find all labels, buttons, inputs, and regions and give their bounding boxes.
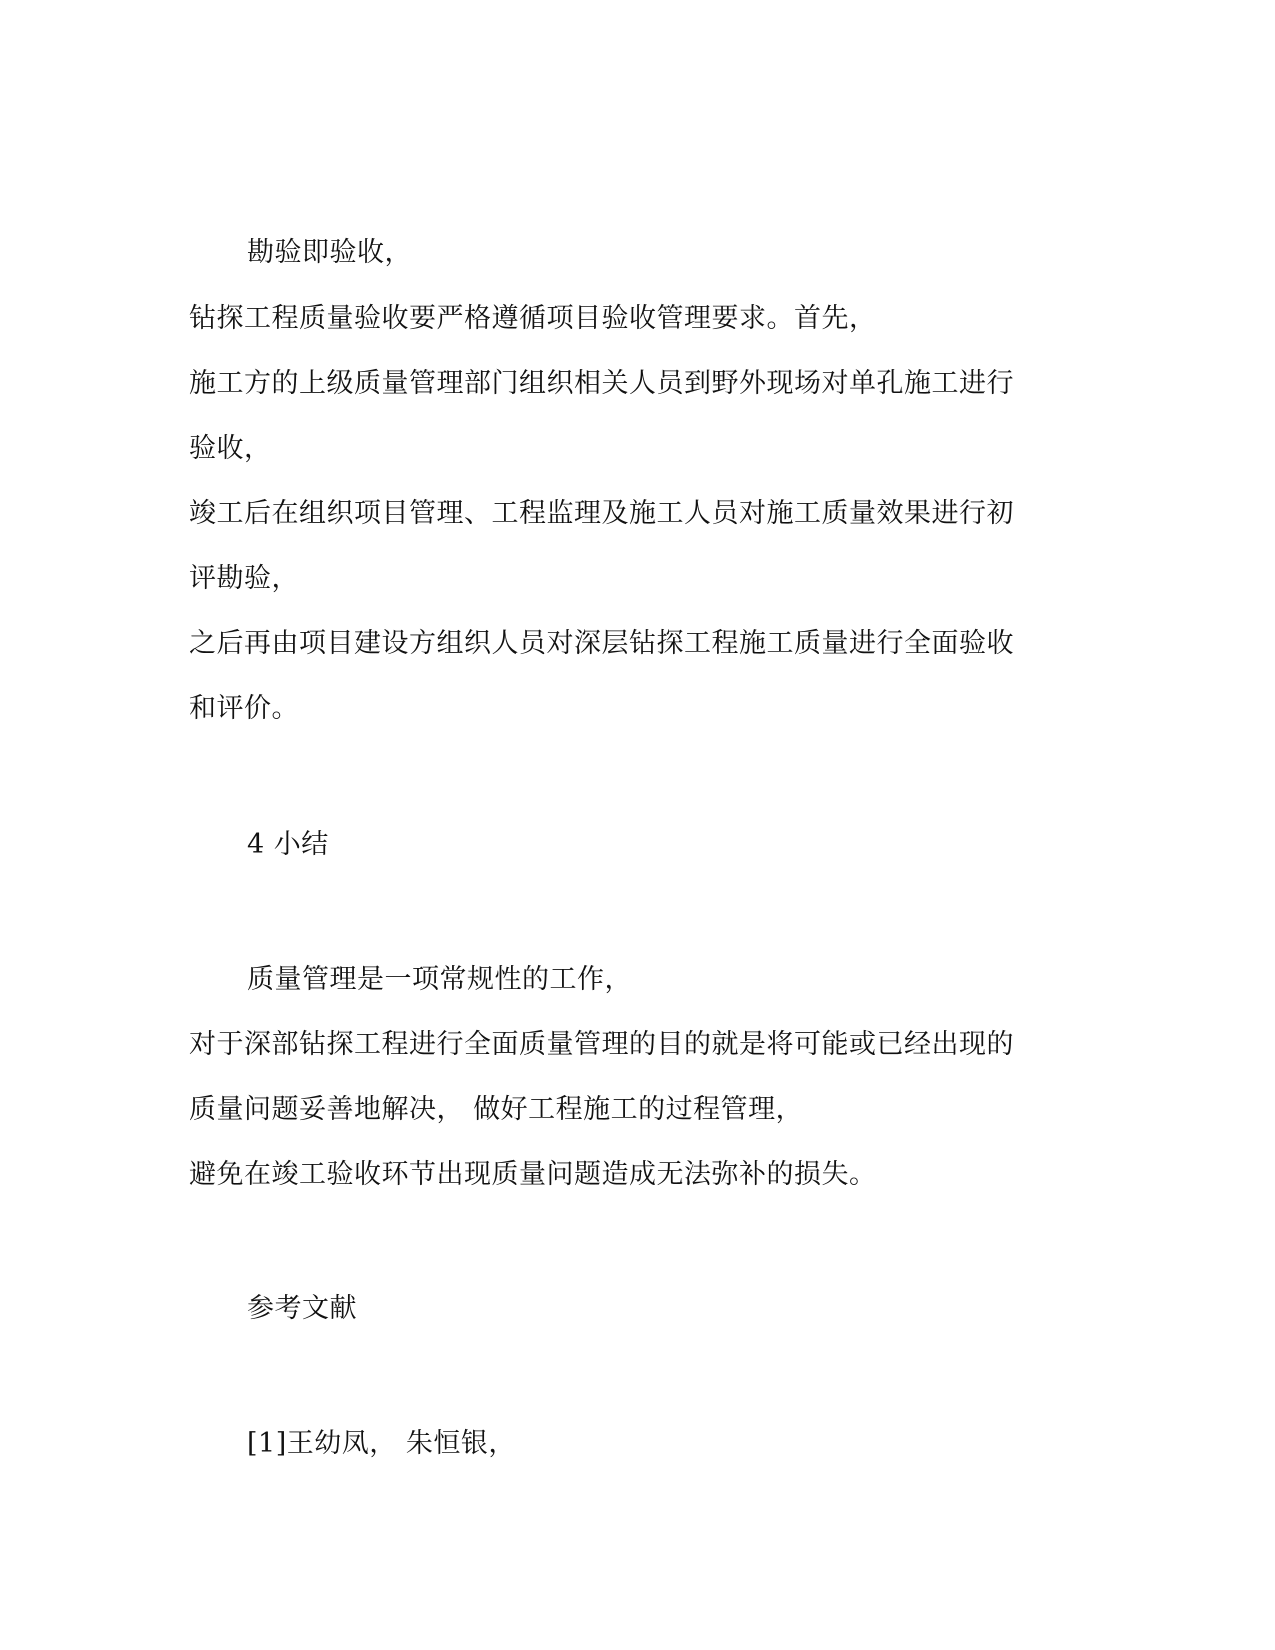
paragraph-line: 和评价。	[189, 693, 299, 724]
paragraph-line: 质量管理是一项常规性的工作，	[247, 964, 632, 995]
section-heading: 4 小结	[247, 829, 329, 860]
paragraph-line: 评勘验，	[189, 563, 299, 594]
paragraph-line: 验收，	[189, 433, 272, 464]
paragraph-line: 避免在竣工验收环节出现质量问题造成无法弥补的损失。	[189, 1159, 877, 1190]
paragraph-line: 对于深部钻探工程进行全面质量管理的目的就是将可能或已经出现的	[189, 1029, 1014, 1060]
paragraph-line: 竣工后在组织项目管理、工程监理及施工人员对施工质量效果进行初	[189, 498, 1014, 529]
paragraph-line: 施工方的上级质量管理部门组织相关人员到野外现场对单孔施工进行	[189, 368, 1014, 399]
paragraph-line: 之后再由项目建设方组织人员对深层钻探工程施工质量进行全面验收	[189, 628, 1014, 659]
paragraph-line: 钻探工程质量验收要严格遵循项目验收管理要求。首先，	[189, 303, 877, 334]
reference-item: [1]王幼凤， 朱恒银，	[247, 1428, 516, 1459]
paragraph-line: 勘验即验收，	[247, 237, 412, 268]
paragraph-line: 质量问题妥善地解决， 做好工程施工的过程管理，	[189, 1094, 804, 1125]
references-heading: 参考文献	[247, 1293, 357, 1324]
